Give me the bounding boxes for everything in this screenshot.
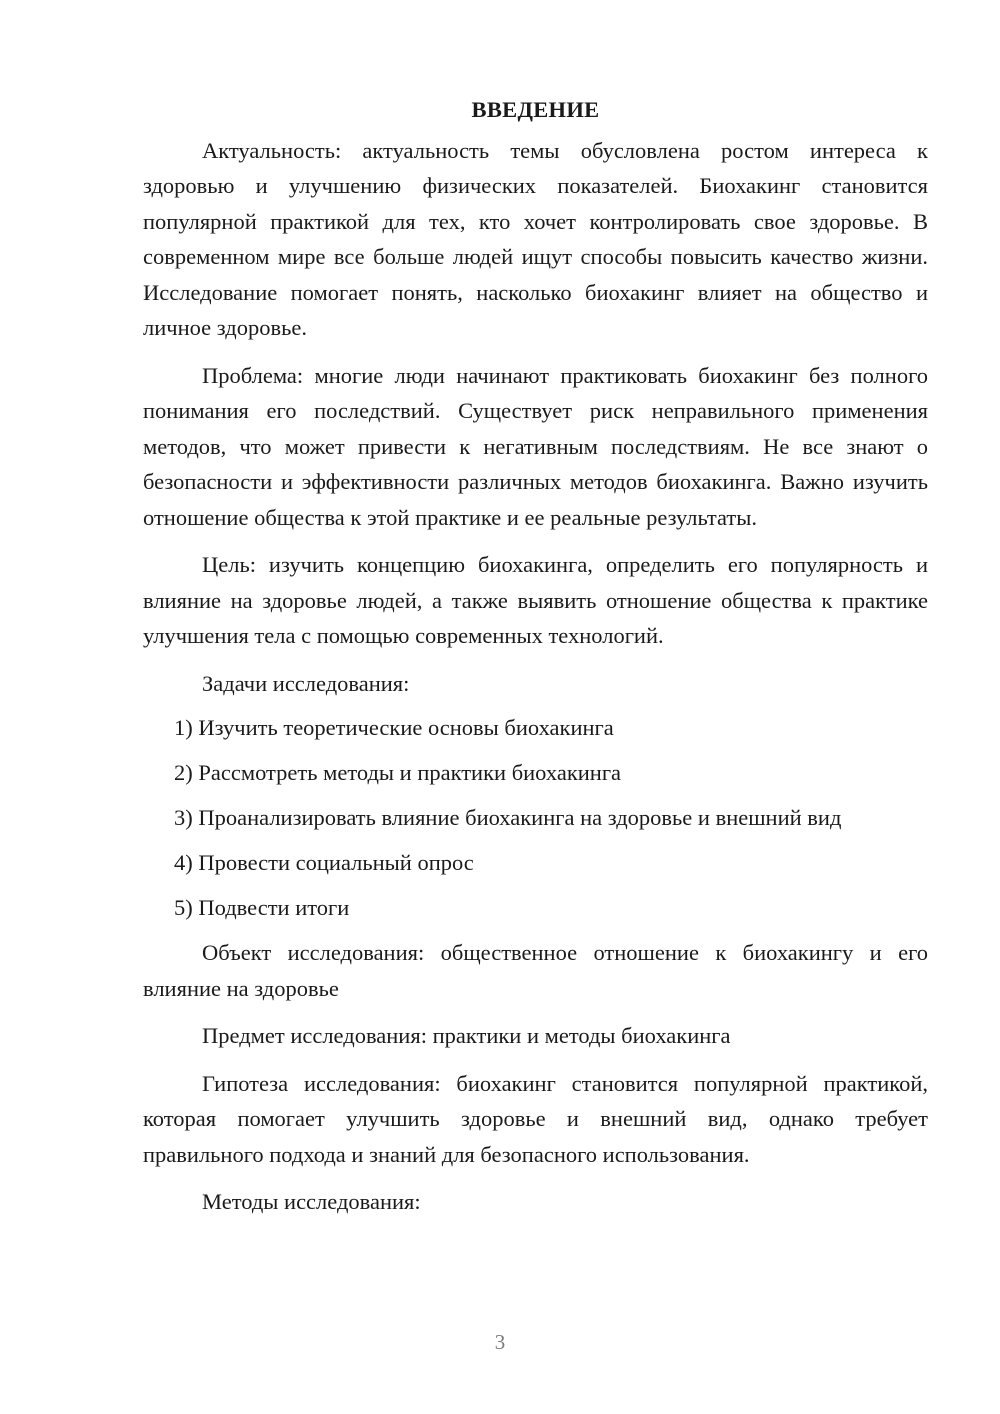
list-item: 4) Провести социальный опрос <box>174 850 474 875</box>
tasks-list <box>143 710 928 926</box>
page-content <box>143 92 928 1220</box>
tasks-heading: Задачи исследования: <box>202 670 410 696</box>
list-item: 3) Проанализировать влияние биохакинга на здоровье и внешний вид <box>174 805 842 830</box>
page-title: ВВЕДЕНИЕ <box>471 97 600 122</box>
list-item: 1) Изучить теоретические основы биохакинга <box>174 715 614 740</box>
paragraph-subject: Предмет исследования: практики и методы биохакинга <box>202 1023 731 1048</box>
paragraph-hypothesis: Гипотеза исследования: биохакинг становится популярной практикой, которая помогает улучшить здоровье и внешний вид, однако требует правильного подхода и знаний для безопасного использования. <box>143 1070 928 1167</box>
paragraph-relevance: Актуальность: актуальность темы обусловлена ростом интереса к здоровью и улучшению физических показателей. Биохакинг становится популярной практикой для тех, кто хочет контролировать свое здоровье. В современном мире все больше людей ищут способы повысить качество жизни. Исследование помогает понять, насколько биохакинг влияет на общество и личное здоровье. <box>143 137 928 340</box>
list-item: 2) Рассмотреть методы и практики биохакинга <box>174 760 622 785</box>
paragraph-object: Объект исследования: общественное отношение к биохакингу и его влияние на здоровье <box>143 940 928 1001</box>
list-item: 5) Подвести итоги <box>174 895 350 920</box>
methods-heading: Методы исследования: <box>202 1189 421 1214</box>
paragraph-problem: Проблема: многие люди начинают практиковать биохакинг без полного понимания его последствий. Существует риск неправильного применения методов, что может привести к негативным последствиям. Не все знают о безопасности и эффективности различных методов биохакинга. Важно изучить отношение общества к этой практике и ее реальные результаты. <box>143 362 928 530</box>
paragraph-goal: Цель: изучить концепцию биохакинга, определить его популярность и влияние на здоровье людей, а также выявить отношение общества к практике улучшения тела с помощью современных технологий. <box>143 552 928 648</box>
page-number: 3 <box>494 1330 506 1354</box>
